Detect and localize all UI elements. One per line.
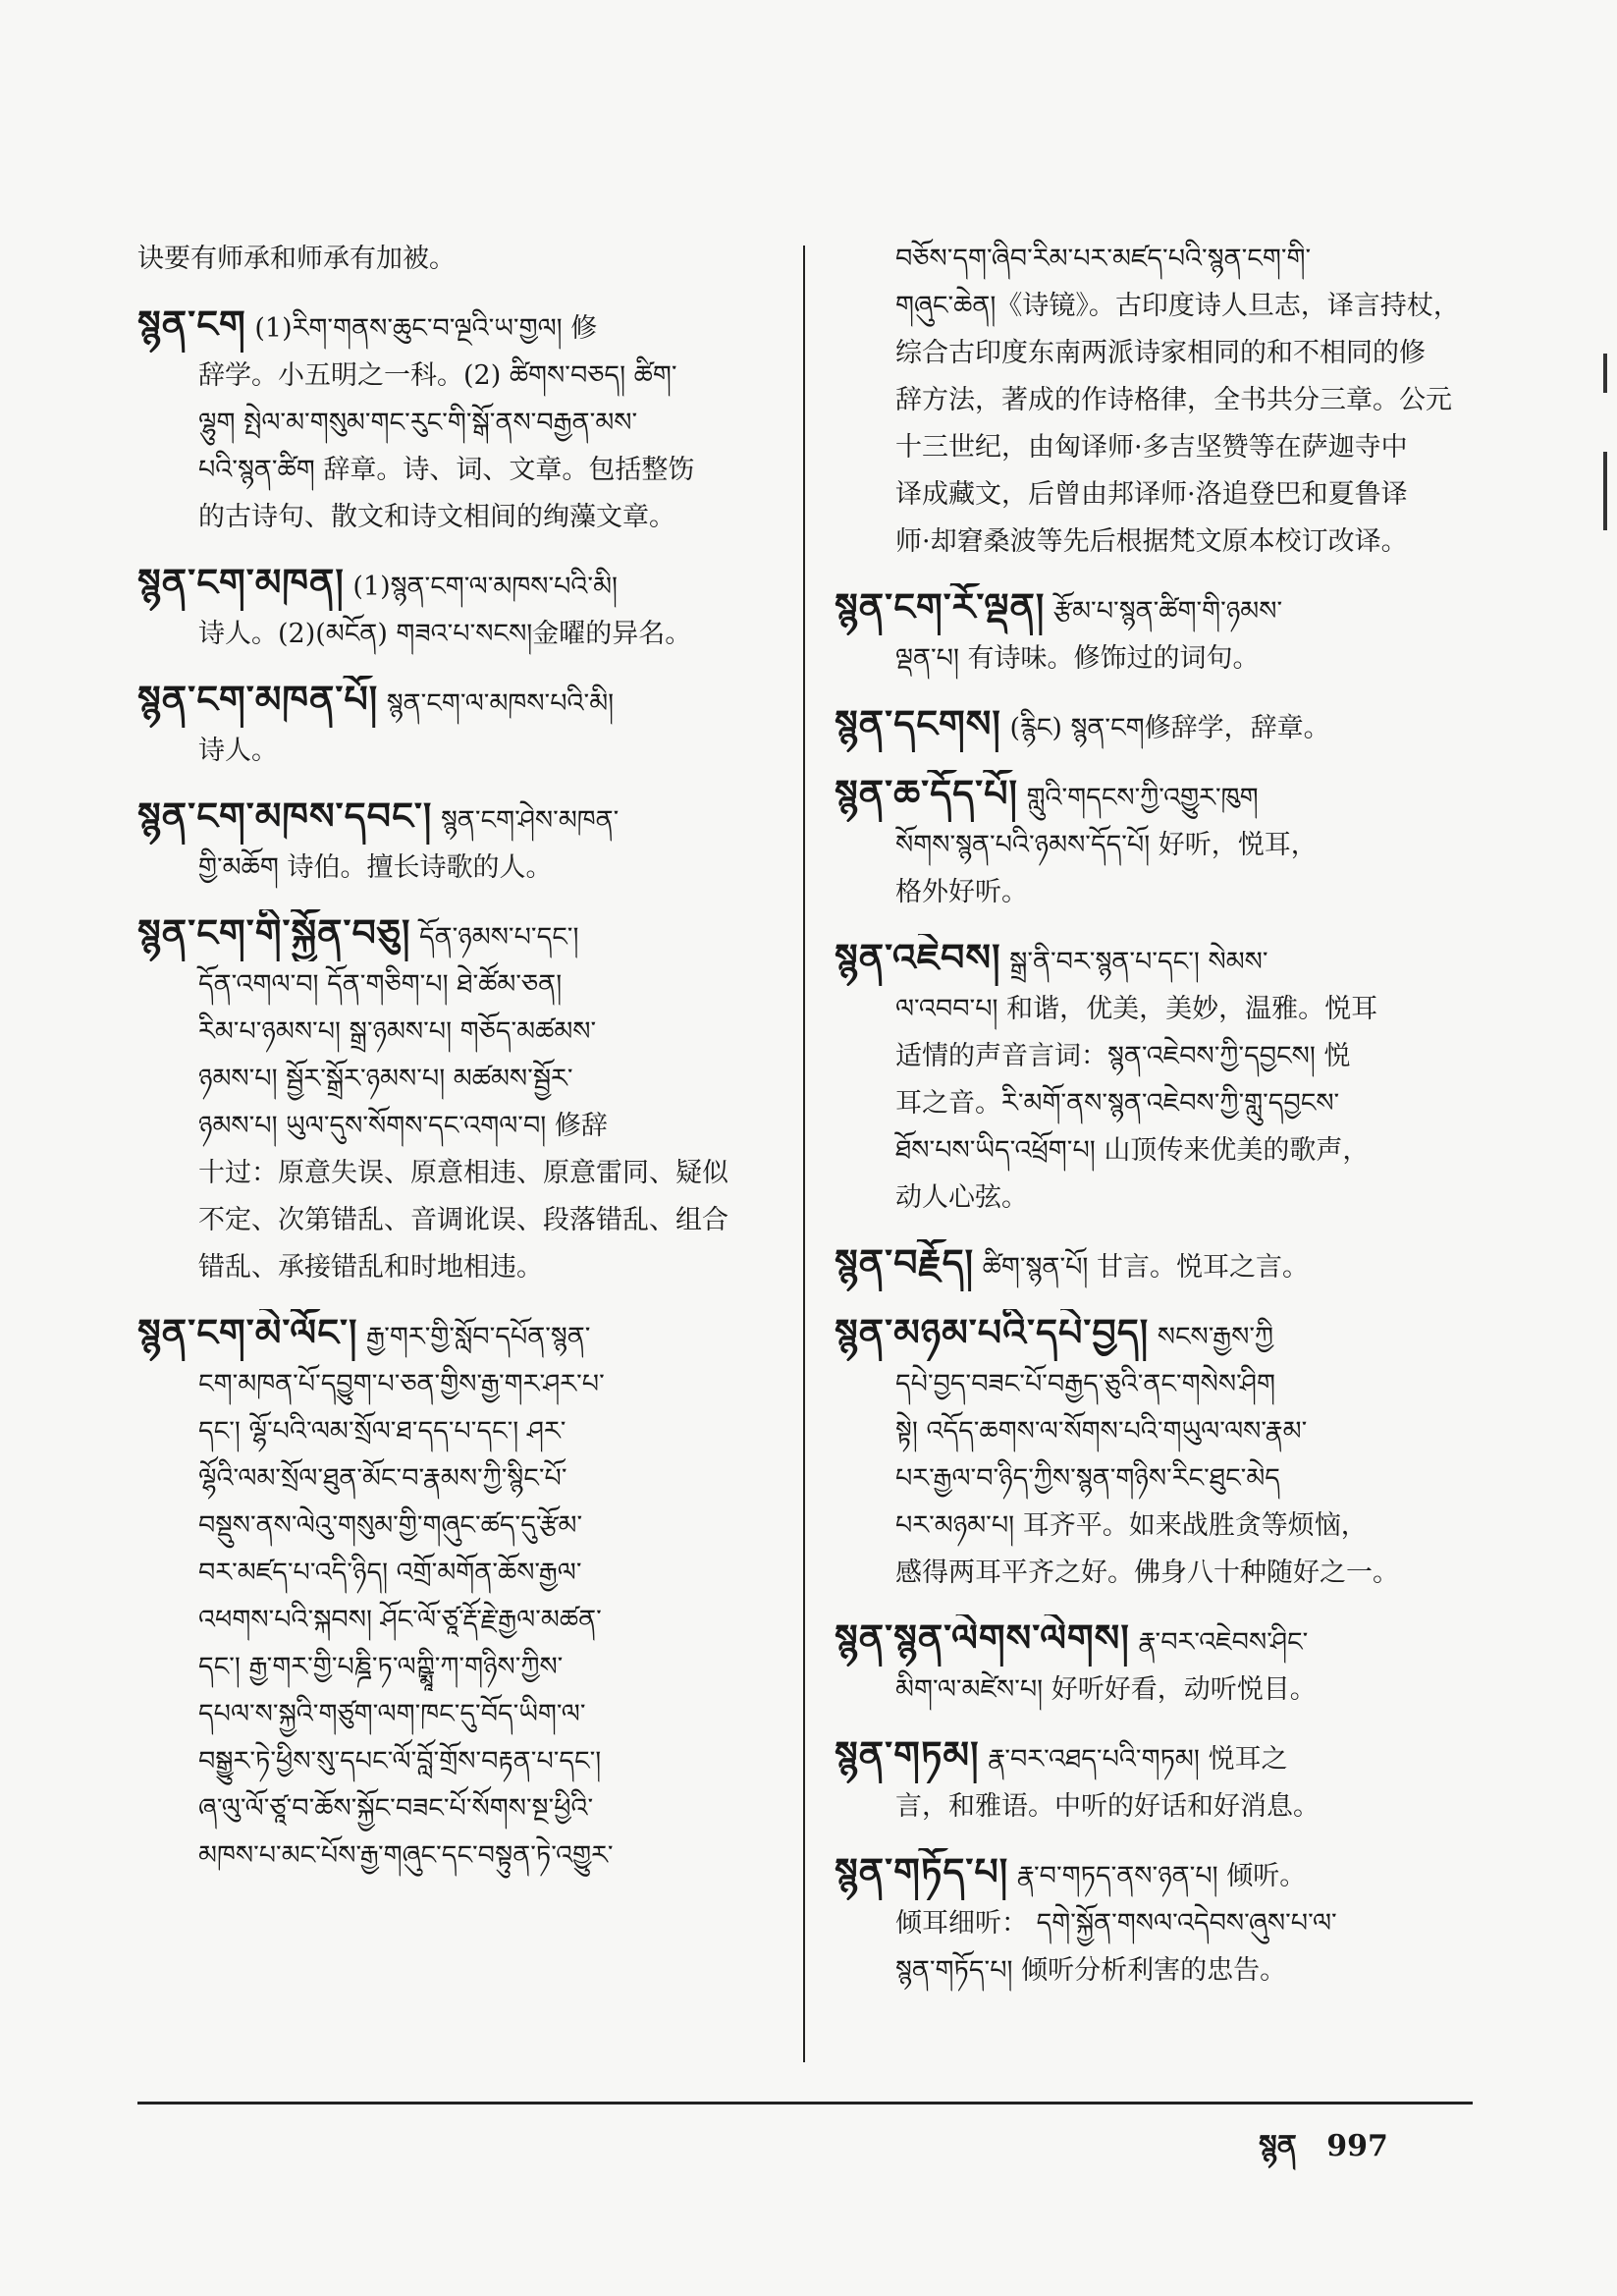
entry-first-line [137, 909, 776, 961]
entry-line [137, 1644, 776, 1691]
entry-line [835, 1455, 1473, 1503]
entry-line [137, 961, 776, 1009]
definition-text: སྙན་ངག་ལ་མཁས་པའི་མི། [386, 688, 615, 719]
headword: སྙན་ངག་མཁན། [137, 560, 345, 604]
headword: སྙན་སྙན་ལེགས་ལེགས། [835, 1615, 1130, 1660]
dictionary-entry [835, 770, 1473, 916]
definition-text: སྟེ། འདོད་ཆགས་ལ་སོགས་པའི་གཡུལ་ལས་རྣམ་ [895, 1416, 1308, 1447]
entry-line [137, 1056, 776, 1103]
definition-text: 耳之音。རི་མགོ་ནས་སྙན་འཇེབས་ཀྱི་གླུ་དབྱངས་ [895, 1088, 1340, 1119]
definition-text: པར་མཉམ་པ། 耳齐平。如来战胜贪等烦恼， [895, 1510, 1368, 1541]
entry-line [835, 1550, 1473, 1597]
definition-text: 不定、次第错乱、音调讹误、段落错乱、组合 [198, 1205, 728, 1235]
entry-first-line [137, 301, 776, 353]
dictionary-entry [137, 676, 776, 775]
definition-text: སོགས་སྙན་པའི་ཉམས་དོད་པོ། 好听，悦耳， [895, 830, 1318, 860]
definition-text: རྣ་བར་འཇེབས་ཤིང་ [1138, 1627, 1309, 1658]
headword: སྙན་གཏོད་པ། [835, 1849, 1009, 1893]
definition-text: 诀要有师承和师承有加被。 [137, 244, 456, 274]
definition-text: གྱི་མཆོག 诗伯。擅长诗歌的人。 [198, 852, 553, 883]
definition-text: 倾耳细听： དགེ་སྐྱོན་གསལ་འདེབས་ཞུས་པ་ལ་ [895, 1908, 1337, 1939]
entry-first-line [835, 770, 1473, 822]
entry-line [835, 519, 1473, 566]
entry-first-line [835, 1309, 1473, 1361]
headword: སྙན་ངག་རོ་ལྡན། [835, 584, 1046, 629]
definition-text: 诗人。(2)(མངོན) གཟའ་པ་སངས།金曜的异名。 [198, 619, 692, 649]
headword: སྙན་ངག་མེ་ལོང་། [137, 1310, 358, 1354]
entry-line [137, 1832, 776, 1880]
definition-text: ཉམས་པ། སྦྱོར་སྒྲོར་ཉམས་པ། མཚམས་སྦྱོར་ [198, 1064, 573, 1094]
left-column [137, 236, 776, 1897]
definition-text: 综合古印度东南两派诗家相同的和不相同的修 [895, 338, 1426, 368]
definition-text: ཚིག་སྙན་པོ། 甘言。悦耳之言。 [982, 1252, 1309, 1283]
definition-text: (རྙིང) སྙན་ངག修辞学，辞章。 [1009, 713, 1330, 743]
definition-text: 诗人。 [198, 736, 278, 766]
entry-line [835, 1175, 1473, 1222]
definition-text: རྩོམ་པ་སྙན་ཚིག་གི་ཉམས་ [1052, 596, 1283, 627]
entry-first-line [835, 583, 1473, 635]
definition-text: དང་། ལྷོ་པའི་ལམ་སྲོལ་ཐ་དད་པ་དང་། ཤར་ [198, 1416, 566, 1447]
definition-text: རྣ་བ་གཏད་ནས་ཉན་པ། 倾听。 [1016, 1861, 1307, 1891]
dictionary-entry [137, 559, 776, 658]
definition-text: ཉམས་པ། ཡུལ་དུས་སོགས་དང་འགལ་བ། 修辞 [198, 1111, 608, 1141]
scan-edge-mark [1603, 452, 1607, 530]
entry-line [835, 1503, 1473, 1550]
entry-first-line [137, 1309, 776, 1361]
definition-text: གཞུང་ཆེན།《诗镜》。古印度诗人旦志，译言持杖， [895, 291, 1460, 321]
entry-line [835, 330, 1473, 377]
entry-line [835, 236, 1473, 283]
definition-text: པར་རྒྱལ་བ་ཉིད་ཀྱིས་སྙན་གཉིས་རིང་ཐུང་མེད [895, 1463, 1280, 1494]
dictionary-entry [835, 236, 1473, 566]
definition-text: བསྒྱུར་ཏེ་ཕྱིས་སུ་དཔང་ལོ་བློ་གྲོས་བརྟན་པ་དང་། [198, 1746, 602, 1777]
entry-line [835, 986, 1473, 1033]
definition-text: 的古诗句、散文和诗文相间的绚藻文章。 [198, 502, 675, 532]
definition-text: ལྡན་པ། 有诗味。修饰过的词句。 [895, 643, 1260, 674]
entry-line [137, 1785, 776, 1832]
headword: སྙན་ངག་གི་སྐྱོན་བཅུ། [137, 910, 411, 955]
dictionary-entry [137, 793, 776, 892]
entry-line [835, 377, 1473, 424]
definition-text: 错乱、承接错乱和时地相违。 [198, 1252, 543, 1283]
entry-line [137, 1009, 776, 1056]
dictionary-entry [137, 909, 776, 1291]
entry-line [835, 1127, 1473, 1175]
definition-text: སངས་རྒྱས་ཀྱི [1157, 1322, 1274, 1352]
entry-line [137, 447, 776, 494]
entry-line [835, 1080, 1473, 1127]
entry-line [137, 1691, 776, 1738]
headword: སྙན་ངག་མཁན་པོ། [137, 677, 379, 721]
dictionary-entry [835, 583, 1473, 683]
definition-text: གླུའི་གདངས་ཀྱི་འགྱུར་ཁུག [1026, 783, 1259, 813]
definition-text: སྙན་གཏོད་པ། 倾听分析利害的忠告。 [895, 1955, 1287, 1986]
definition-text: དོན་འགལ་བ། དོན་གཅིག་པ། ཐེ་ཚོམ་ཅན། [198, 969, 563, 1000]
right-column [835, 236, 1473, 2012]
entry-line [835, 869, 1473, 916]
page-number: 997 [1326, 2129, 1388, 2163]
headword: སྙན་གཏམ། [835, 1732, 980, 1777]
entry-line [835, 635, 1473, 683]
dictionary-entry [137, 301, 776, 541]
dictionary-entry [835, 1239, 1473, 1291]
headword: སྙན་ཆ་དོད་པོ། [835, 771, 1018, 815]
definition-text: པའི་སྙན་ཚིག 辞章。诗、词、文章。包括整饬 [198, 455, 695, 485]
entry-line [835, 822, 1473, 869]
definition-text: དོན་ཉམས་པ་དང་། [419, 922, 579, 953]
entry-line [137, 1361, 776, 1408]
definition-text: (1)རིག་གནས་ཆུང་བ་ལྔའི་ཡ་གྱལ། 修 [254, 313, 598, 344]
entry-line [835, 424, 1473, 471]
definition-text: བསྡུས་ནས་ལེའུ་གསུམ་གྱི་གཞུང་ཚད་དུ་རྩོམ་ [198, 1510, 583, 1541]
definition-text: མིག་ལ་མཛེས་པ། 好听好看，动听悦目。 [895, 1674, 1317, 1705]
entry-line [835, 283, 1473, 330]
dictionary-entry [835, 1731, 1473, 1831]
entry-first-line [835, 1614, 1473, 1667]
entry-line [835, 471, 1473, 519]
definition-text: 十过：原意失误、原意相违、原意雷同、疑似 [198, 1158, 728, 1188]
definition-text: བཅོས་དག་ཞིབ་རིམ་པར་མཛད་པའི་སྙན་ངག་གི་ [895, 244, 1312, 274]
footer-rule [137, 2102, 1473, 2105]
definition-text: སྙན་ངག་ཤེས་མཁན་ [440, 805, 620, 836]
headword: སྙན་མཉམ་པའི་དཔེ་བྱད། [835, 1310, 1150, 1354]
entry-line [137, 1244, 776, 1291]
entry-first-line [835, 1848, 1473, 1900]
definition-text: 辞方法，著成的作诗格律，全书共分三章。公元 [895, 385, 1452, 415]
definition-text: 言，和雅语。中听的好话和好消息。 [895, 1791, 1320, 1822]
definition-text: བར་མཛད་པ་འདི་ཉིད། འགྲོ་མགོན་ཆོས་རྒྱལ་ [198, 1558, 582, 1588]
definition-text: རྒྱ་གར་གྱི་སློབ་དཔོན་སྙན་ [366, 1322, 591, 1352]
entry-line [835, 1900, 1473, 1947]
headword: སྙན་ངག་མཁས་དབང་། [137, 793, 433, 838]
definition-text: 十三世纪，由匈译师·多吉坚赞等在萨迦寺中 [895, 432, 1408, 463]
entry-line [137, 1550, 776, 1597]
dictionary-entry [835, 1309, 1473, 1597]
definition-text: ངག་མཁན་པོ་དབྱུག་པ་ཅན་གྱིས་རྒྱ་གར་ཤར་པ་ [198, 1369, 605, 1399]
entry-first-line [835, 1239, 1473, 1291]
entry-line [835, 1033, 1473, 1080]
scan-edge-mark [1603, 354, 1607, 393]
entry-line [137, 1597, 776, 1644]
definition-text: དང་། རྒྱ་གར་གྱི་པཎྜི་ཏ་ལཀྵྨཱི་ཀ་གཉིས་ཀྱིས་ [198, 1652, 564, 1682]
dictionary-entry [835, 934, 1473, 1222]
definition-text: སྒྲ་ནི་བར་སྙན་པ་དང་། སེམས་ [1009, 947, 1268, 977]
entry-line [137, 1197, 776, 1244]
definition-text: དཔལ་ས་སྐྱའི་གཙུག་ལག་ཁང་དུ་བོད་ཡིག་ལ་ [198, 1699, 586, 1729]
entry-line [137, 1408, 776, 1455]
entry-line [137, 728, 776, 775]
definition-text: ལ་འབབ་པ། 和谐，优美，美妙，温雅。悦耳 [895, 994, 1378, 1024]
headword: སྙན་འཇེབས། [835, 935, 1001, 979]
definition-text: འཕགས་པའི་སྐབས། ཤོང་ལོ་ཙཱ་རྡོ་རྗེ་རྒྱལ་མཚན་ [198, 1605, 602, 1635]
entry-first-line [835, 700, 1473, 752]
entry-line [137, 494, 776, 541]
entry-line [137, 236, 776, 283]
entry-line [137, 400, 776, 447]
definition-text: ཐོས་པས་ཡིད་འཕྲོག་པ། 山顶传来优美的歌声， [895, 1135, 1370, 1166]
definition-text: 译成藏文，后曾由邦译师·洛追登巴和夏鲁译 [895, 479, 1408, 510]
entry-first-line [137, 676, 776, 728]
entry-line [137, 1103, 776, 1150]
headword: སྙན་བརྗོད། [835, 1240, 975, 1285]
entry-line [835, 1947, 1473, 1995]
headword: སྙན་དངགས། [835, 701, 1001, 745]
entry-line [835, 1361, 1473, 1408]
definition-text: 格外好听。 [895, 877, 1028, 907]
column-divider [803, 246, 805, 2062]
entry-line [137, 1738, 776, 1785]
dictionary-entry [835, 1848, 1473, 1995]
definition-text: 辞学。小五明之一科。(2) ཚིགས་བཅད། ཚིག་ [198, 360, 677, 391]
entry-first-line [835, 934, 1473, 986]
entry-line [835, 1783, 1473, 1831]
dictionary-entry [137, 1309, 776, 1880]
entry-line [137, 845, 776, 892]
headword: སྙན་ངག [137, 301, 246, 346]
definition-text: མཁས་པ་མང་པོས་རྒྱ་གཞུང་དང་བསྟུན་ཏེ་འགྱུར་ [198, 1840, 614, 1871]
definition-text: རྣ་བར་འཐད་པའི་གཏམ། 悦耳之 [988, 1744, 1288, 1775]
definition-text: ཞ་ལུ་ལོ་ཙཱ་བ་ཆོས་སྐྱོང་བཟང་པོ་སོགས་སྔ་ཕྱིའི་ [198, 1793, 594, 1824]
entry-line [137, 1455, 776, 1503]
entry-line [137, 611, 776, 658]
definition-text: ལྷུག སྤེལ་མ་གསུམ་གང་རུང་གི་སྒོ་ནས་བརྒྱན་མས་ [198, 408, 638, 438]
definition-text: 动人心弦。 [895, 1182, 1028, 1213]
dictionary-entry [835, 1614, 1473, 1714]
definition-text: རིམ་པ་ཉམས་པ། སྒྲ་ཉམས་པ། གཅོད་མཚམས་ [198, 1016, 597, 1047]
definition-text: (1)སྙན་ངག་ལ་མཁས་པའི་མི། [352, 572, 619, 602]
entry-line [835, 1667, 1473, 1714]
entry-first-line [835, 1731, 1473, 1783]
entry-line [137, 1503, 776, 1550]
dictionary-entry [137, 236, 776, 283]
entry-first-line [137, 793, 776, 845]
dictionary-entry [835, 700, 1473, 752]
running-head: སྙན [1259, 2129, 1297, 2163]
page-footer [1239, 2113, 1388, 2196]
definition-text: 适情的声音言词：སྙན་འཇེབས་ཀྱི་དབྱངས། 悦 [895, 1041, 1351, 1071]
entry-first-line [137, 559, 776, 611]
definition-text: 师·却窘桑波等先后根据梵文原本校订改译。 [895, 526, 1408, 557]
definition-text: 感得两耳平齐之好。佛身八十种随好之一。 [895, 1558, 1399, 1588]
entry-line [137, 353, 776, 400]
entry-line [835, 1408, 1473, 1455]
entry-line [137, 1150, 776, 1197]
definition-text: དཔེ་བྱད་བཟང་པོ་བརྒྱད་ཅུའི་ནང་གསེས་ཤིག [895, 1369, 1275, 1399]
definition-text: ལྷོའི་ལམ་སྲོལ་ཐུན་མོང་བ་རྣམས་ཀྱི་སྙིང་པོ་ [198, 1463, 567, 1494]
